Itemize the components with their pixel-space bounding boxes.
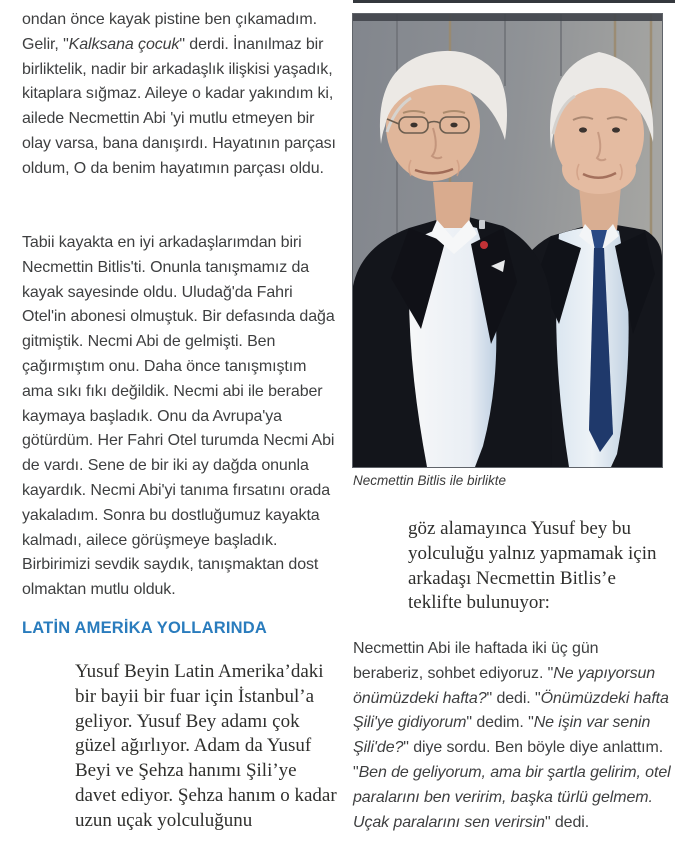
left-man-eyes	[410, 123, 417, 128]
paragraph-chile-dialogue: Necmettin Abi ile haftada iki üç gün beraberiz, sohbet ediyoruz. "Ne yapıyorsun önümüzdeki hafta?" dedi. "Önümüzdeki hafta Şili'ye gidiyorum" dedim. "Ne işin var senin Şili'de?" diye sordu. Ben böyle diye anlattım. "Ben de geliyorum, ama bir şartla gelirim, otel paralarını ben veririm, başka türlü gelmem. Uçak paralarını sen verirsin" dedi.	[353, 640, 671, 831]
two-men-photo	[353, 14, 662, 467]
photo-caption: Necmettin Bitlis ile birlikte	[353, 473, 507, 488]
section-heading-latin-america: LATİN AMERİKA YOLLARINDA	[22, 619, 267, 637]
left-man-red-pin	[480, 241, 488, 249]
photo-figure	[353, 14, 662, 467]
left-man-neck	[433, 182, 473, 228]
cropped-photo-edge	[353, 0, 675, 3]
right-man-eyes	[579, 127, 587, 132]
paragraph-necmettin-friendship: Tabii kayakta en iyi arkadaşlarımdan biri Necmettin Bitlis'ti. Onunla tanışmamız da kayak sayesinde oldu. Uludağ'da Fahri Otel'in abonesi olmuştuk. Bir defasında dağa gitmiştik. Necmi Abi de gelmişti. Ben çağırmıştım onu. Daha önce tanışmıştım ama sıkı fıkı değildik. Necmi abi ile beraber kaymaya başladık. Onu da Avrupa'ya götürdüm. Her Fahri Otel turumda Necmi Abi de vardı. Sene de bir iki ay dağda onunla kayardık. Necmi Abi'yi tanıma fırsatını orada yakaladım. Sonra bu dostluğumuz kayakta kalmadı, ailece görüşmeye başladık. Birbirimizi sevdik saydık, tanışmaktan dost olmaktan mutlu olduk.	[22, 234, 335, 599]
photo-top-shadow	[353, 14, 662, 21]
paragraph-yusuf-bey-fair: Yusuf Beyin Latin Amerika’daki bir bayii bir fuar için İstanbul’a geliyor. Yusuf Bey adamı çok güzel ağırlıyor. Adam da Yusuf Beyi ve Şehza hanımı Şili’ye davet ediyor. Şehza hanım o kadar uzun uçak yolculuğunu	[75, 661, 337, 831]
paragraph-travel-proposal: göz alamayınca Yusuf bey bu yolculuğu yalnız yapmamak için arkadaşı Necmettin Bitlis’e teklifte bulunuyor:	[408, 518, 657, 614]
left-man-badge-pin	[479, 220, 485, 229]
paragraph-memories-intro: ondan önce kayak pistine ben çıkamadım. Gelir, "Kalksana çocuk" derdi. İnanılmaz bir birliktelik, nadir bir arkadaşlık ilişkisi yaşadık, kitaplara sığmaz. Aileye o kadar yakındım ki, ailede Necmettin Abi 'yi mutlu etmeyen bir olay varsa, bana danışırdı. Hayatının parçası oldum, O da benim hayatımın parçası oldu.	[22, 11, 336, 177]
